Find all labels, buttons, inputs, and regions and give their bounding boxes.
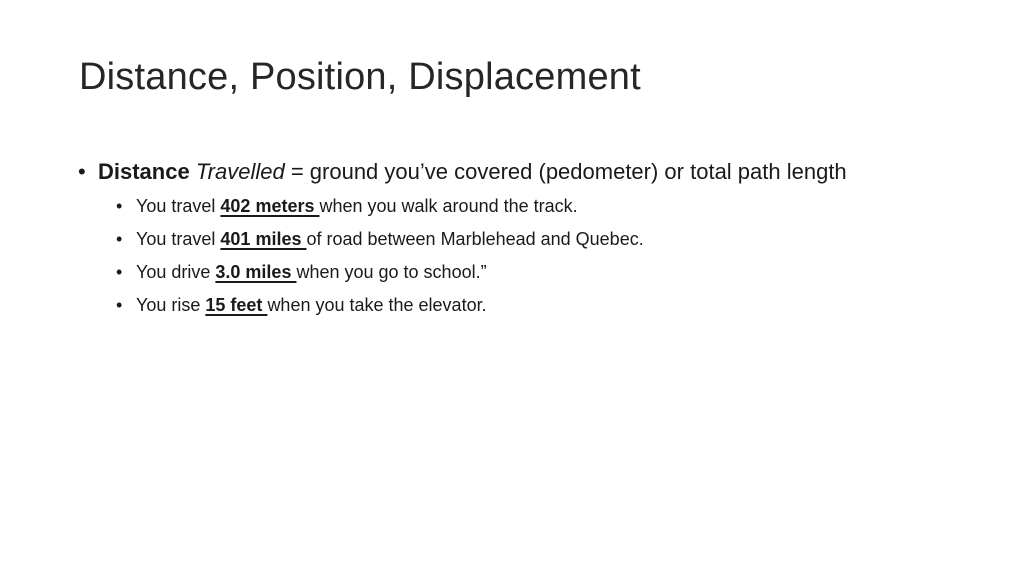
example-prefix: You travel bbox=[136, 196, 221, 216]
example-value: 401 miles bbox=[220, 229, 307, 249]
example-suffix: when you take the elevator. bbox=[267, 295, 487, 315]
example-value: 15 feet bbox=[205, 295, 268, 315]
bullet-icon: • bbox=[116, 262, 123, 282]
bullet-icon: • bbox=[78, 159, 86, 184]
slide-body bbox=[78, 156, 958, 322]
examples-list bbox=[78, 190, 958, 322]
term-distance: Distance bbox=[98, 159, 190, 184]
bullet-icon: • bbox=[116, 196, 123, 216]
example-suffix: when you go to school.” bbox=[296, 262, 487, 282]
example-item bbox=[116, 223, 958, 256]
example-prefix: You rise bbox=[136, 295, 206, 315]
slide-title: Distance, Position, Displacement bbox=[79, 56, 641, 98]
example-prefix: You travel bbox=[136, 229, 221, 249]
definition-text: = ground you’ve covered (pedometer) or total path length bbox=[290, 159, 847, 184]
main-bullet-point bbox=[78, 156, 958, 188]
term-travelled: Travelled bbox=[195, 159, 285, 184]
example-value: 402 meters bbox=[220, 196, 320, 216]
example-item bbox=[116, 289, 958, 322]
example-prefix: You drive bbox=[136, 262, 216, 282]
example-value: 3.0 miles bbox=[215, 262, 297, 282]
example-suffix: when you walk around the track. bbox=[319, 196, 578, 216]
example-suffix: of road between Marblehead and Quebec. bbox=[306, 229, 644, 249]
example-item bbox=[116, 256, 958, 289]
example-item bbox=[116, 190, 958, 223]
bullet-icon: • bbox=[116, 229, 123, 249]
bullet-icon: • bbox=[116, 295, 123, 315]
